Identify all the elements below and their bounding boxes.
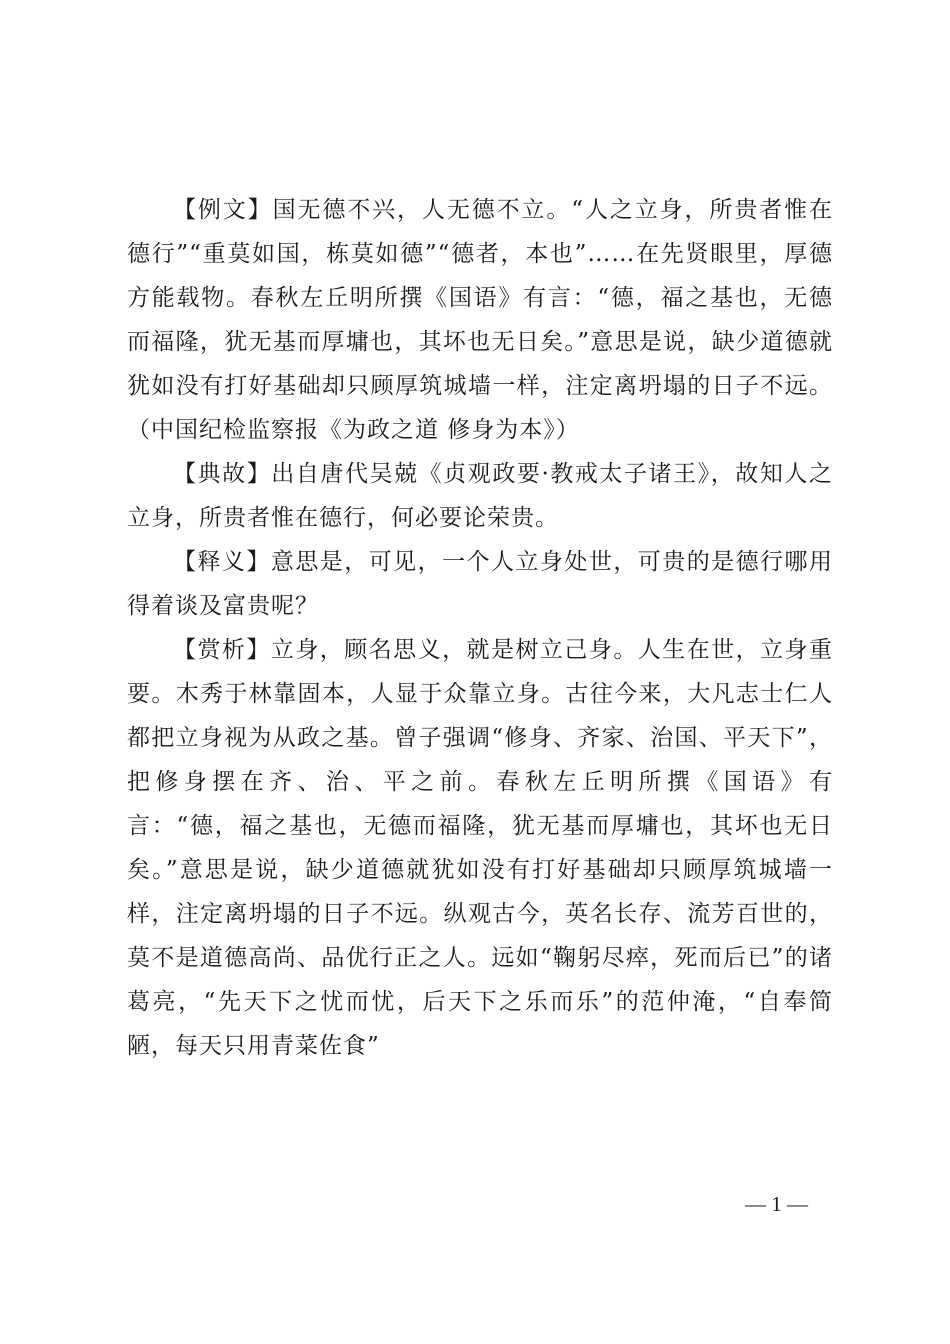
paragraph-text: 意思是，可见，一个人立身处世，可贵的是德行哪用得着谈及富贵呢？: [127, 549, 834, 619]
section-tag: 【释义】: [173, 549, 271, 575]
section-tag: 【赏析】: [173, 637, 271, 663]
paragraph-example: [127, 188, 833, 452]
paragraph-text: 出自唐代吴兢《贞观政要·教戒太子诸王》，故知人之立身，所贵者惟在德行，何必要论荣贵。: [127, 461, 833, 531]
paragraph-allusion: [127, 452, 833, 540]
page-number: — 1 —: [745, 1192, 808, 1216]
paragraph-explanation: [127, 540, 833, 628]
paragraph-text: 立身，顾名思义，就是树立己身。人生在世，立身重要。木秀于林靠固本，人显于众靠立身。古往今来，大凡志士仁人都把立身视为从政之基。曾子强调“修身、齐家、治国、平天下”，把修身摆在齐、治、平之前。春秋左丘明所撰《国语》有言：“德，福之基也，无德而福隆，犹无基而厚墉也，其坏也无日矣。”意思是说，缺少道德就犹如没有打好基础却只顾厚筑城墙一样，注定离坍塌的日子不远。纵观古今，英名长存、流芳百世的，莫不是道德高尚、品优行正之人。远如“鞠躬尽瘁，死而后已”的诸葛亮，“先天下之忧而忧，后天下之乐而乐”的范仲淹，“自奉简陋，每天只用青菜佐食”: [127, 637, 834, 1059]
paragraph-text: 国无德不兴，人无德不立。“人之立身，所贵者惟在德行”“重莫如国，栋莫如德”“德者，本也”……在先贤眼里，厚德方能载物。春秋左丘明所撰《国语》有言：“德，福之基也，无德而福隆，犹无基而厚墉也，其坏也无日矣。”意思是说，缺少道德就犹如没有打好基础却只顾厚筑城墙一样，注定离坍塌的日子不远。（中国纪检监察报《为政之道 修身为本》）: [127, 197, 833, 443]
body-text: [127, 188, 833, 1068]
section-tag: 【例文】: [173, 197, 273, 223]
section-tag: 【典故】: [173, 461, 272, 487]
paragraph-appreciation: [127, 628, 833, 1068]
